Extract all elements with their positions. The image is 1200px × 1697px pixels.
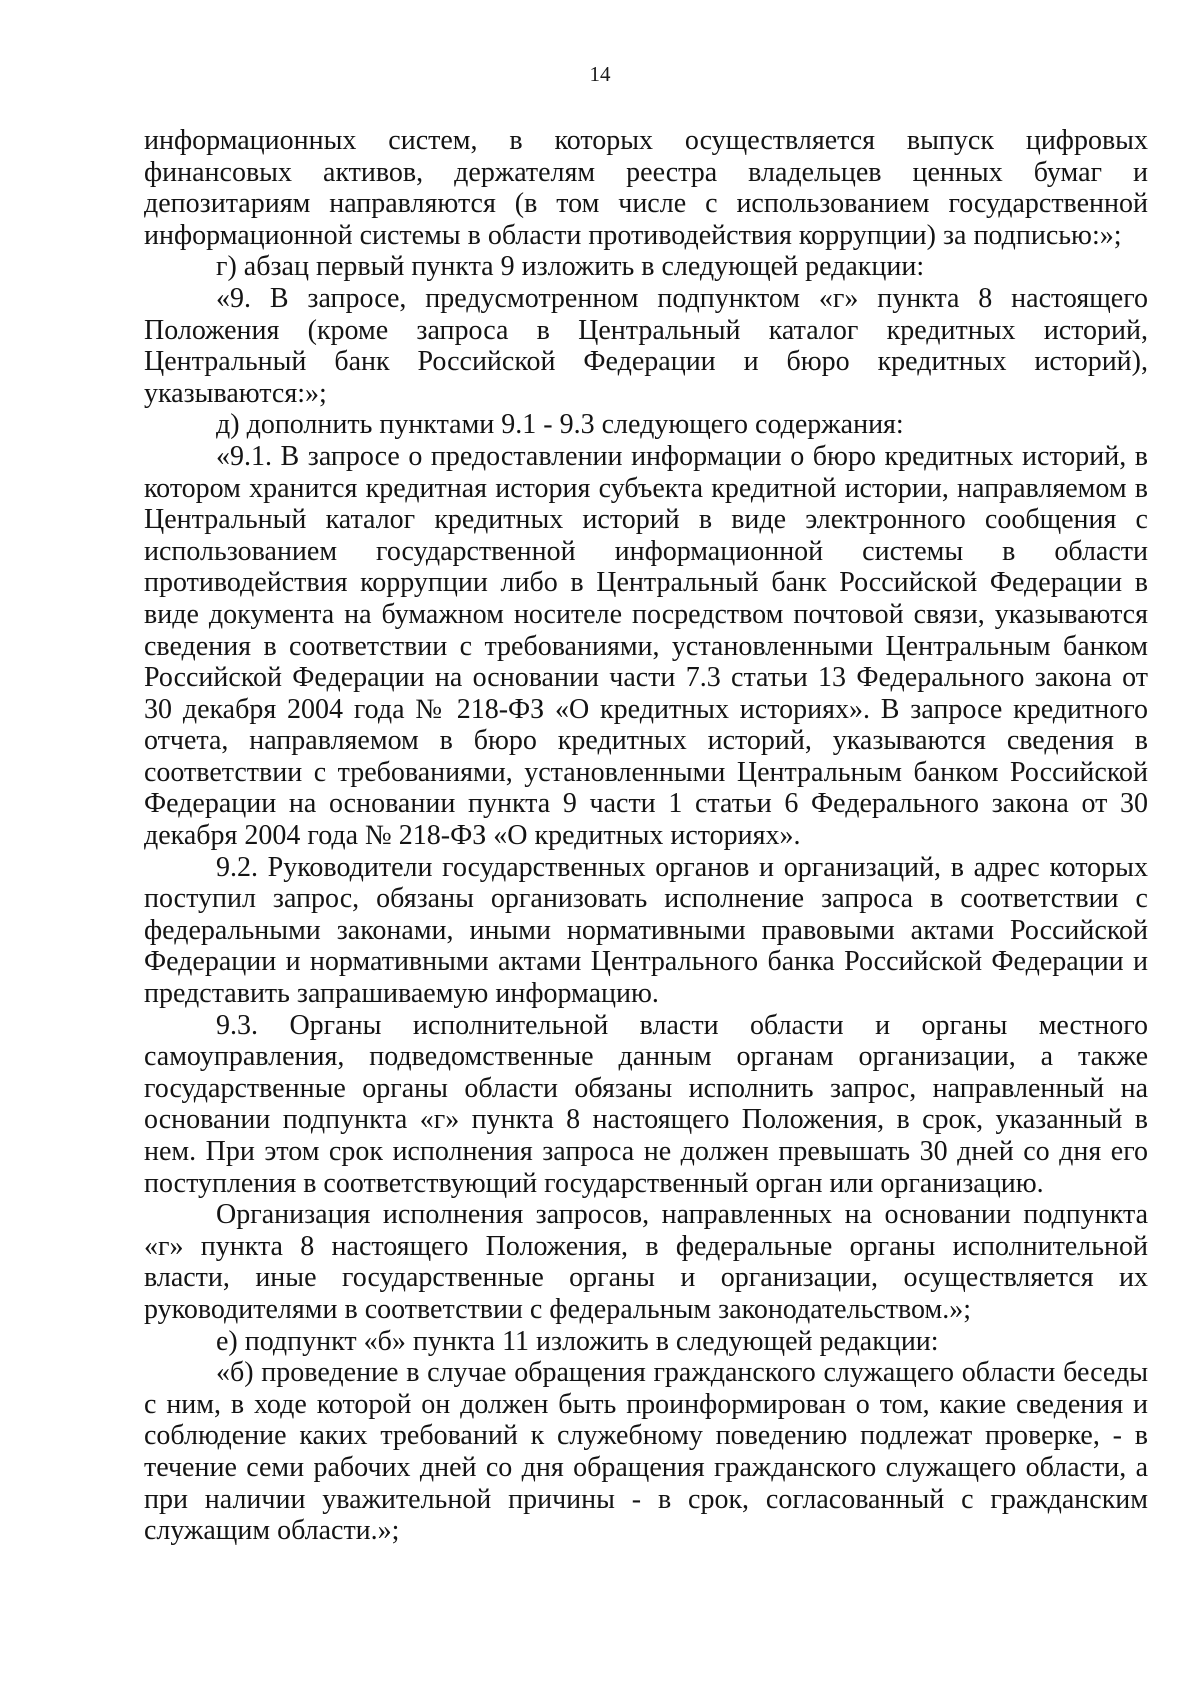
paragraph-item-d: д) дополнить пунктами 9.1 - 9.3 следующего содержания: xyxy=(216,409,904,441)
page-number: 14 xyxy=(589,62,611,86)
paragraph-organization: Организация исполнения запросов, направленных на основании подпункта «г» пункта 8 настоящего Положения, в федеральные органы исполнительной власти, иные государственные органы и организации, осуществляется их руководителями в соответствии с федеральным законодательством.»; xyxy=(144,1199,1148,1325)
paragraph-point-9: «9. В запросе, предусмотренном подпунктом «г» пункта 8 настоящего Положения (кроме запроса в Центральный каталог кредитных историй, Центральный банк Российской Федерации и бюро кредитных историй), указываются:»; xyxy=(144,282,1148,409)
paragraph-continuation: информационных систем, в которых осуществляется выпуск цифровых финансовых активов, держателям реестра владельцев ценных бумаг и депозитариям направляются (в том числе с использованием государственной информационной системы в области противодействия коррупции) за подписью:»; xyxy=(144,125,1148,251)
paragraph-point-9-1: «9.1. В запросе о предоставлении информации о бюро кредитных историй, в котором хранится кредитная история субъекта кредитной истории, направляемом в Центральный каталог кредитных историй в виде электронного сообщения с использованием государственной информационной системы в области противодействия коррупции либо в Центральный банк Российской Федерации в виде документа на бумажном носителе посредством почтовой связи, указываются сведения в соответствии с требованиями, установленными Центральным банком Российской Федерации на основании части 7.3 статьи 13 Федерального закона от 30 декабря 2004 года № 218-ФЗ «О кредитных историях». В запросе кредитного отчета, направляемом в бюро кредитных историй, указываются сведения в соответствии с требованиями, установленными Центральным банком Российской Федерации на основании пункта 9 части 1 статьи 6 Федерального закона от 30 декабря 2004 года № 218-ФЗ «О кредитных историях». xyxy=(144,440,1148,852)
document-body xyxy=(144,125,1148,1547)
paragraph-point-9-2: 9.2. Руководители государственных органов и организаций, в адрес которых поступил запрос, обязаны организовать исполнение запроса в соответствии с федеральными законами, иными нормативными правовыми актами Российской Федерации и нормативными актами Центрального банка Российской Федерации и представить запрашиваемую информацию. xyxy=(144,851,1148,1010)
paragraph-point-9-3: 9.3. Органы исполнительной власти области и органы местного самоуправления, подведомственные данным органам организации, а также государственные органы области обязаны исполнить запрос, направленный на основании подпункта «г» пункта 8 настоящего Положения, в срок, указанный в нем. При этом срок исполнения запроса не должен превышать 30 дней со дня его поступления в соответствующий государственный орган или организацию. xyxy=(144,1009,1148,1199)
paragraph-item-g: г) абзац первый пункта 9 изложить в следующей редакции: xyxy=(216,251,925,283)
paragraph-subitem-b: «б) проведение в случае обращения гражданского служащего области беседы с ним, в ходе которой он должен быть проинформирован о том, какие сведения и соблюдение каких требований к служебному поведению подлежат проверке, - в течение семи рабочих дней со дня обращения гражданского служащего области, а при наличии уважительной причины - в срок, согласованный с гражданским служащим области.»; xyxy=(144,1357,1148,1547)
paragraph-item-e: е) подпункт «б» пункта 11 изложить в следующей редакции: xyxy=(216,1325,939,1357)
